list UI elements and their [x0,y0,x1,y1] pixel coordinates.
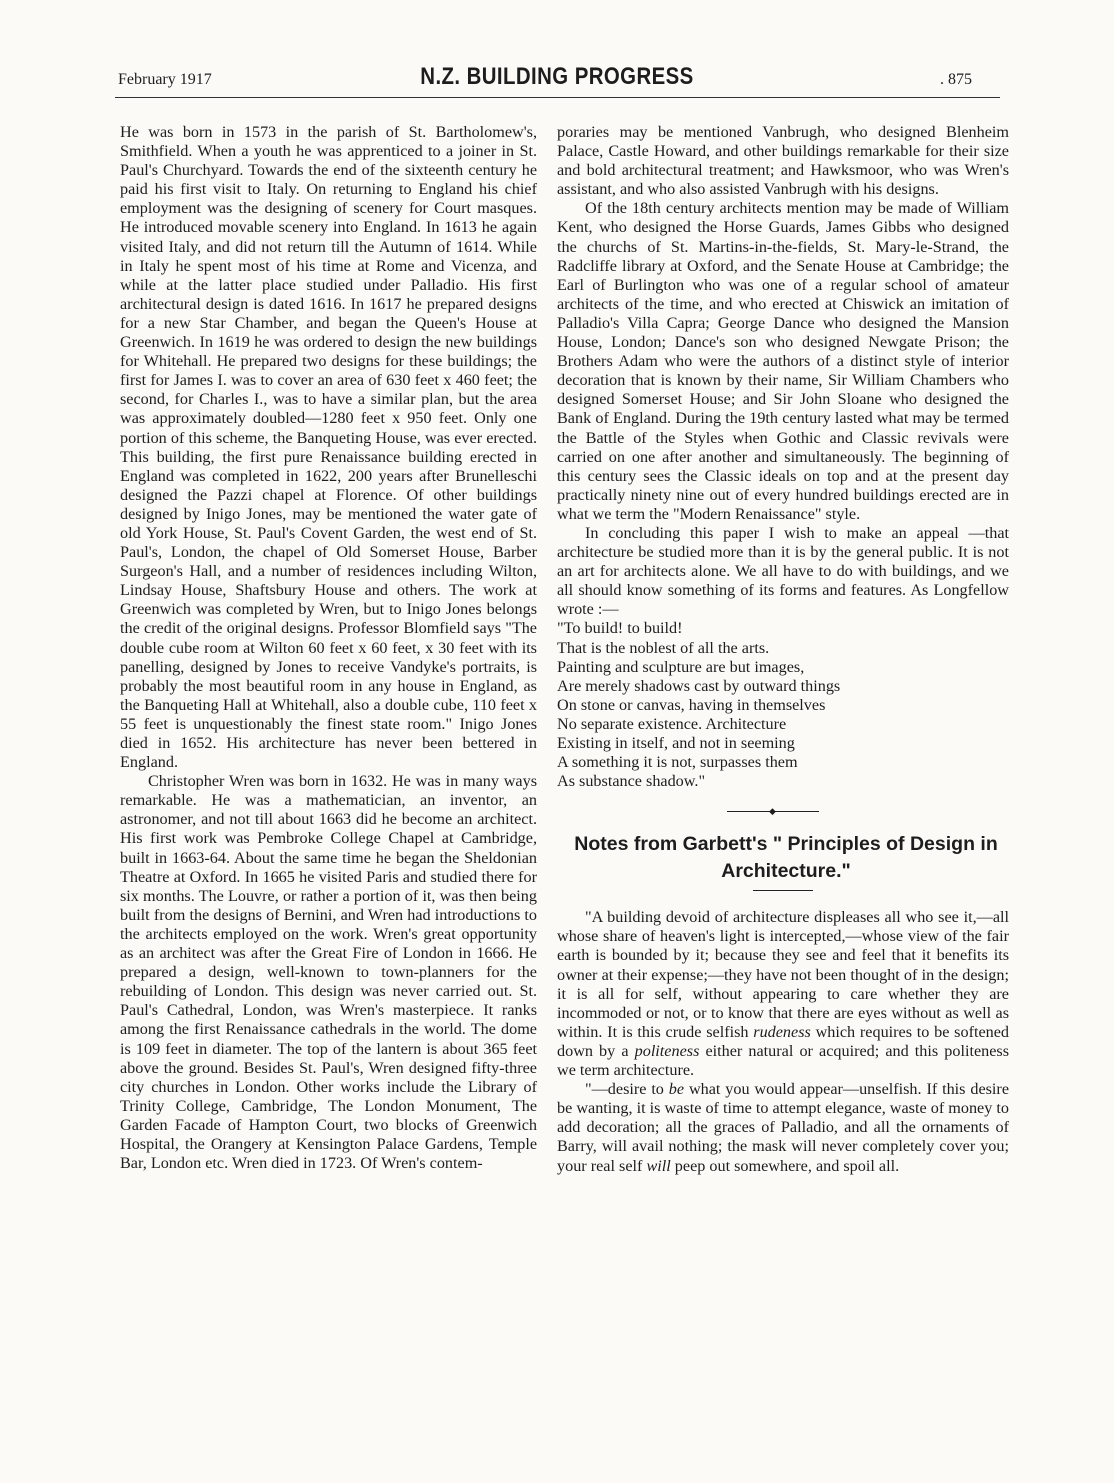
separator-diamond-icon: ◆ [769,806,776,817]
heading-rule [753,890,813,891]
section-heading: Notes from Garbett's " Principles of Design in Architecture." [574,833,998,883]
header-title: N.Z. BUILDING PROGRESS [420,63,694,90]
paragraph-18th-century: Of the 18th century architects mention may be made of William Kent, who designed the Horse Guards, James Gibbs who designed the churchs of St. Martins-in-the-fields, St. Mary-le-Strand, the Radcliffe library at Oxford, and the Senate House at Cambridge; the Earl of Burlington who was one of a regular school of amateur architects of the time, and who erected at Chiswick an imitation of Palladio's Villa Capra; George Dance who designed the Mansion House, London; Dance's son who designed Newgate Prison; the Brothers Adam who were the authors of a distinct style of interior decoration that is known by their name, Sir William Chambers who designed Somerset House; and Sir John Sloane who designed the Bank of England. During the 19th century lasted what may be termed the Battle of the Styles when Gothic and Classic revivals were carried on one after another and simultaneously. The beginning of this century sees the Classic ideals on top and at the present day practically ninety nine out of every hundred buildings erected are in what we term the "Modern Renaissance" style. [557,199,1009,523]
section-separator [557,802,1009,822]
paragraph-concluding: In concluding this paper I wish to make an appeal —that architecture be studied more than it is by the general public. It is not an art for architects alone. We all have to do with buildings, and we all should know something of its forms and features. As Longfellow wrote :— [557,523,1009,619]
left-column [120,123,537,1173]
paragraph-vanbrugh: poraries may be mentioned Vanbrugh, who designed Blenheim Palace, Castle Howard, and other buildings remarkable for their size and bold architectural treatment; and Hawksmoor, who was Wren's assistant, and who also assisted Vanbrugh with his designs. [557,123,1009,199]
paragraph-inigo-jones: He was born in 1573 in the parish of St. Bartholomew's, Smithfield. When a youth he was apprenticed to a joiner in St. Paul's Churchyard. Towards the end of the sixteenth century he paid his first visit to Italy. On returning to England his chief employment was the designing of scenery for Court masques. He introduced movable scenery into England. In 1613 he again visited Italy, and did not return till the Autumn of 1614. While in Italy he spent most of his time at Rome and Vicenza, and while at the latter place studied under Palladio. His first architectural design is dated 1616. In 1617 he prepared designs for a new Star Chamber, and began the Queen's House at Greenwich. In 1619 he was ordered to design the new buildings for Whitehall. He prepared two designs for these buildings; the first for James I. was to cover an area of 630 feet x 460 feet; the second, for Charles I., was to have a similar plan, but the area was approximately doubled—1280 feet x 950 feet. Only one portion of this scheme, the Banqueting House, was ever erected. This building, the first pure Renaissance building erected in England was completed in 1622, 200 years after Brunelleschi designed the Pazzi chapel at Florence. Of other buildings designed by Inigo Jones, may be mentioned the water gate of old York House, St. Paul's Covent Garden, the west end of St. Paul's, London, the chapel of Old Somerset House, Barber Surgeon's Hall, and a number of residences including Wilton, Lindsay House, Shaftsbury House and others. The work at Greenwich was completed by Wren, but to Inigo Jones belongs the credit of the original designs. Professor Blomfield says "The double cube room at Wilton 60 feet x 60 feet, x 30 feet with its panelling, designed by Jones to receive Vandyke's portraits, is probably the most beautiful room in any house in England, as the Banqueting Hall at Whitehall, also a double cube, 110 feet x 55 feet is unquestionably the finest state room." Inigo Jones died in 1652. His architecture has never been bettered in England. [120,123,537,772]
quote-paragraph-2: "—desire to be what you would appear—unselfish. If this desire be wanting, it is waste of time to attempt elegance, waste of money to add decoration; all the graces of Palladio, and all the ornaments of Barry, will avail nothing; the mask will never completely cover you; your real self will peep out somewhere, and spoil all. [557,1080,1009,1175]
header-date: February 1917 [118,71,212,88]
right-column [557,123,1009,1176]
longfellow-poem: "To build! to build! That is the noblest of all the arts. Painting and sculpture are but images, Are merely shadows cast by outward things On stone or canvas, having in themselves No separate existence. Architecture Existing in itself, and not in seeming A something it is not, surpasses them As substance shadow." [557,619,841,791]
paragraph-christopher-wren: Christopher Wren was born in 1632. He was in many ways remarkable. He was a mathematician, an inventor, an astronomer, and not till about 1663 did he become an architect. His first work was Pembroke College Chapel at Cambridge, built in 1663-64. About the same time he began the Sheldonian Theatre at Oxford. In 1665 he visited Paris and studied there for six months. The Louvre, or rather a portion of it, was then being built from the designs of Bernini, and Wren had introductions to the architects employed on the work. Wren's great opportunity as an architect was after the Great Fire of London in 1666. He prepared a design, well-known to town-planners for the rebuilding of London. This design was never carried out. St. Paul's Cathedral, London, was Wren's masterpiece. It ranks among the first Renaissance cathedrals in the world. The dome is 109 feet in diameter. The top of the lantern is about 365 feet above the ground. Besides St. Paul's, Wren designed fifty-three city churches in London. Other works include the Library of Trinity College, Cambridge, The London Monument, The Garden Facade of Hampton Court, two blocks of Greenwich Hospital, the Orangery at Kensington Palace Gardens, Temple Bar, London etc. Wren died in 1723. Of Wren's contem- [120,772,537,1173]
quote-paragraph-1: "A building devoid of architecture displeases all who see it,—all whose share of heaven's light is intercepted,—whose view of the fair earth is bounded by it; because they see and feel that it benefits its owner at their expense;—they have not been thought of in the design; it is all for self, without appearing to care whether they are incommoded or not, or to know that there are eyes without as well as within. It is this crude selfish rudeness which requires to be softened down by a politeness either natural or acquired; and this politeness we term architecture. [557,908,1010,1080]
header-rule [115,97,1000,98]
header-page-number: . 875 [940,71,972,88]
